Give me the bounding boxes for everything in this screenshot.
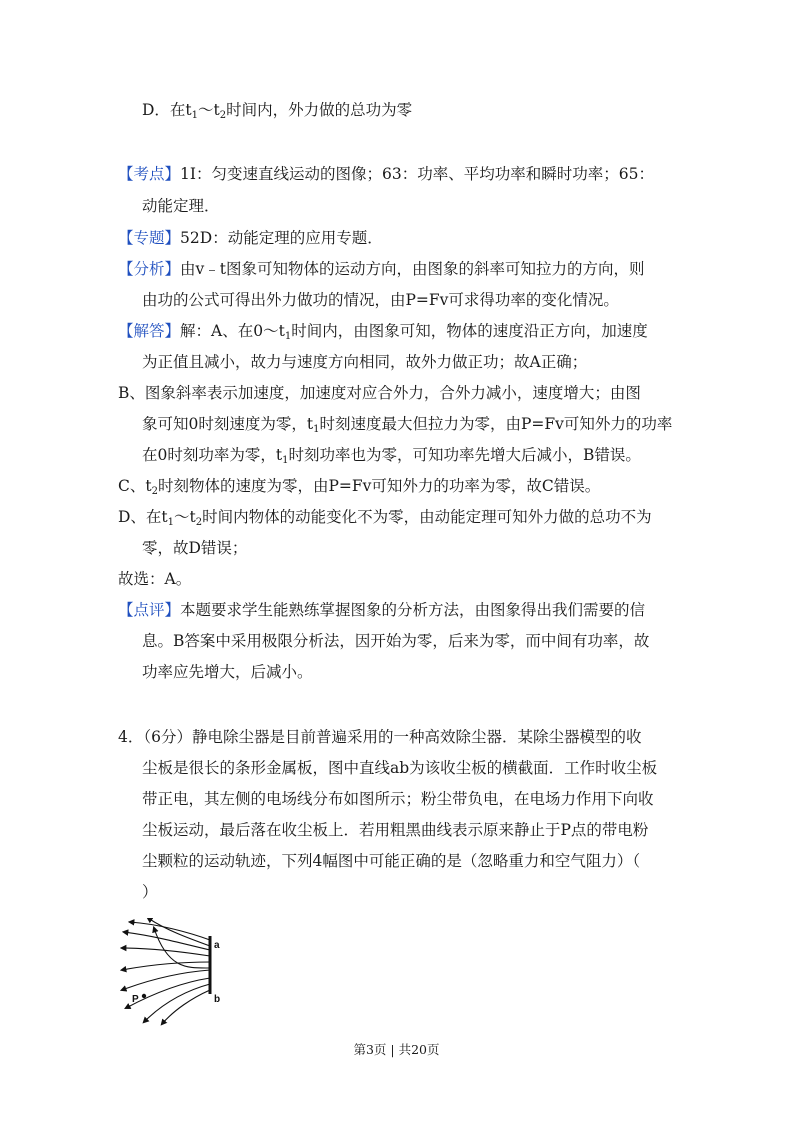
- field-line: [148, 918, 210, 946]
- field-line: [122, 962, 210, 970]
- point-p-dot: [142, 994, 146, 998]
- jieda-line-d1: D、在$t_1\sim t_2$时间内物体的动能变化不为零，由动能定理可知外力做的总功不为: [118, 508, 652, 528]
- jieda-answer: 故选：A。: [118, 570, 192, 588]
- dianping-line-2: 息。B答案中采用极限分析法，因开始为零，后来为零，而中间有功率，故: [142, 632, 650, 650]
- electric-field-figure: [118, 918, 228, 1028]
- question-4-line-2: 尘板是很长的条形金属板，图中直线ab为该收尘板的横截面．工作时收尘板: [142, 759, 658, 777]
- label-p: P: [132, 994, 139, 1005]
- label-a: a: [214, 940, 220, 951]
- jieda-line-d2: 零，故D错误；: [142, 539, 248, 557]
- field-line: [130, 922, 210, 940]
- zhuanti-tag: 专题: [133, 229, 165, 247]
- dianping-line-1: 【点评】本题要求学生能熟练掌握图象的分析方法，由图象得出我们需要的信: [118, 601, 646, 619]
- kaodian-line-2: 动能定理．: [142, 197, 220, 215]
- jieda-line-b2: 象可知0时刻速度为零，$t_1$时刻速度最大但拉力为零，由P=Fv可知外力的功率: [142, 415, 673, 435]
- jieda-line-b1: B、图象斜率表示加速度，加速度对应合外力，合外力减小，速度增大；由图: [118, 384, 641, 402]
- kaodian-tag: 考点: [133, 165, 165, 183]
- question-4-line-6: ）: [142, 883, 158, 901]
- jieda-tag: 解答: [133, 322, 165, 340]
- jieda-line-a1: 【解答】解：A、在$0\sim t_1$时间内，由图象可知，物体的速度沿正方向，加速度: [118, 322, 648, 342]
- kaodian-line-1: 【考点】1I：匀变速直线运动的图像；63：功率、平均功率和瞬时功率；65：: [118, 165, 654, 183]
- jieda-line-a2: 为正值且减小，故力与速度方向相同，故外力做正功；故A正确；: [142, 353, 588, 371]
- question-4-line-3: 带正电，其左侧的电场线分布如图所示；粉尘带负电，在电场力作用下向收: [142, 790, 654, 808]
- zhuanti-line: 【专题】52D：动能定理的应用专题．: [118, 229, 383, 247]
- field-line: [144, 984, 210, 1022]
- question-4-line-4: 尘板运动，最后落在收尘板上．若用粗黑曲线表示原来静止于P点的带电粉: [142, 821, 649, 839]
- fenxi-tag: 分析: [133, 260, 165, 278]
- label-b: b: [214, 994, 221, 1005]
- fenxi-line-1: 【分析】由v﹣t图象可知物体的运动方向，由图象的斜率可知拉力的方向，则: [118, 260, 645, 278]
- page-footer: 第3页 | 共20页: [353, 1042, 440, 1057]
- jieda-line-b3: 在0时刻功率为零，$t_1$时刻功率也为零，可知功率先增大后减小，B错误。: [142, 446, 641, 466]
- dianping-line-3: 功率应先增大，后减小。: [142, 663, 313, 681]
- question-number: 4．（6分）: [118, 728, 192, 746]
- option-d: D．在$t_1\sim t_2$时间内，外力做的总功为零: [142, 101, 413, 121]
- fenxi-line-2: 由功的公式可得出外力做功的情况，由P=Fv可求得功率的变化情况。: [142, 291, 619, 309]
- question-4-line-1: 4．（6分）静电除尘器是目前普遍采用的一种高效除尘器．某除尘器模型的收: [118, 728, 642, 746]
- question-4-line-5: 尘颗粒的运动轨迹，下列4幅图中可能正确的是（忽略重力和空气阻力）（: [142, 852, 641, 870]
- field-line: [162, 990, 210, 1024]
- dianping-tag: 点评: [133, 601, 165, 619]
- jieda-line-c1: C、$t_2$时刻物体的速度为零，由P=Fv可知外力的功率为零，故C错误。: [118, 477, 601, 497]
